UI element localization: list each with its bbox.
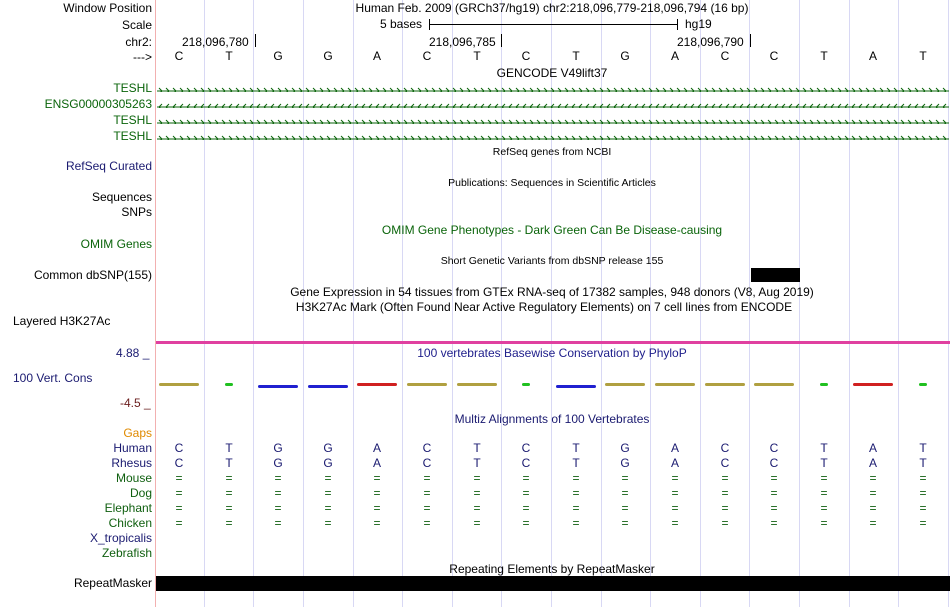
publications-track-title[interactable]: Publications: Sequences in Scientific Articles (448, 177, 656, 189)
snps-track-label[interactable]: SNPs (121, 205, 152, 219)
aligned-base: = (770, 501, 778, 515)
aligned-base: T (919, 456, 927, 470)
aligned-base: = (671, 486, 679, 500)
h3k27ac-signal-line (156, 341, 950, 344)
phylop-axis-max: 4.88 _ (116, 346, 150, 360)
phylop-score-bar (225, 383, 233, 386)
sequence-base: T (919, 49, 927, 63)
aligned-base: = (274, 501, 282, 515)
aligned-base: = (869, 486, 877, 500)
sequence-base: G (273, 49, 283, 63)
aligned-base: = (373, 486, 381, 500)
aligned-base: = (919, 501, 927, 515)
aligned-base: C (769, 441, 779, 455)
gtex-track-title[interactable]: Gene Expression in 54 tissues from GTEx RNA-seq of 17382 samples, 948 donors (V8, Aug 2019) (290, 285, 814, 299)
phylop-score-bar (407, 383, 447, 386)
aligned-base: = (770, 486, 778, 500)
aligned-base: = (324, 471, 332, 485)
aligned-base: C (720, 441, 730, 455)
multiz-track-title[interactable]: Multiz Alignments of 100 Vertebrates (454, 412, 650, 426)
aligned-base: = (423, 486, 431, 500)
aligned-base: C (422, 441, 432, 455)
aligned-base: = (473, 501, 481, 515)
aligned-base: C (521, 456, 531, 470)
gencode-gene-label[interactable]: TESHL (113, 81, 152, 95)
aligned-base: = (572, 501, 580, 515)
aligned-base: = (820, 516, 828, 530)
species-label[interactable]: Mouse (115, 471, 152, 485)
species-label[interactable]: Human (113, 441, 152, 455)
gaps-label: Gaps (123, 426, 152, 440)
sequence-base: A (868, 49, 877, 63)
aligned-base: = (423, 471, 431, 485)
omim-track-label[interactable]: OMIM Genes (80, 237, 152, 251)
phylop-score-bar (820, 383, 828, 386)
aligned-base: G (323, 456, 333, 470)
sequence-base: T (473, 49, 481, 63)
aligned-base: = (324, 516, 332, 530)
aligned-base: T (572, 456, 580, 470)
aligned-base: G (620, 441, 630, 455)
aligned-base: A (868, 456, 877, 470)
species-label[interactable]: Rhesus (111, 456, 152, 470)
aligned-base: = (423, 501, 431, 515)
gencode-gene-feature[interactable] (157, 100, 949, 108)
aligned-base: = (671, 516, 679, 530)
aligned-base: T (572, 441, 580, 455)
h3k27ac-track-label[interactable]: Layered H3K27Ac (13, 314, 111, 328)
aligned-base: = (522, 501, 530, 515)
chrom-label: chr2: (125, 35, 152, 49)
coord-tick (750, 34, 751, 47)
window-position-value: Human Feb. 2009 (GRCh37/hg19) chr2:218,096,779-218,096,794 (16 bp) (355, 1, 749, 15)
phylop-score-bar (853, 383, 893, 386)
aligned-base: = (770, 516, 778, 530)
aligned-base: = (919, 471, 927, 485)
coord-tick-label: 218,096,780 (182, 35, 249, 49)
aligned-base: T (820, 456, 828, 470)
aligned-base: = (820, 486, 828, 500)
aligned-base: = (373, 501, 381, 515)
species-label[interactable]: X_tropicalis (89, 531, 152, 545)
aligned-base: = (274, 471, 282, 485)
species-label[interactable]: Chicken (108, 516, 152, 530)
aligned-base: A (372, 441, 381, 455)
phylop-axis-min: -4.5 _ (120, 396, 151, 410)
phylop-score-bar (258, 385, 298, 388)
phylop-score-bar (919, 383, 927, 386)
phylop-score-bar (605, 383, 645, 386)
sequence-base: A (372, 49, 381, 63)
aligned-base: G (273, 441, 283, 455)
aligned-base: A (372, 456, 381, 470)
phylop-score-bar (357, 383, 397, 386)
aligned-base: = (473, 516, 481, 530)
aligned-base: T (225, 456, 233, 470)
scale-bar-right-tick (677, 19, 678, 30)
aligned-base: G (620, 456, 630, 470)
sequence-base: T (820, 49, 828, 63)
aligned-base: T (919, 441, 927, 455)
aligned-base: = (175, 501, 183, 515)
aligned-base: = (621, 516, 629, 530)
aligned-base: = (671, 471, 679, 485)
aligned-base: = (225, 471, 233, 485)
aligned-base: = (621, 471, 629, 485)
aligned-base: = (869, 501, 877, 515)
aligned-base: = (373, 471, 381, 485)
aligned-base: = (324, 486, 332, 500)
phylop-score-bar (308, 385, 348, 388)
gencode-gene-label[interactable]: TESHL (113, 113, 152, 127)
aligned-base: = (225, 501, 233, 515)
aligned-base: = (572, 516, 580, 530)
aligned-base: = (225, 516, 233, 530)
aligned-base: = (274, 486, 282, 500)
aligned-base: = (572, 486, 580, 500)
aligned-base: C (769, 456, 779, 470)
sequence-base: C (174, 49, 184, 63)
aligned-base: = (721, 501, 729, 515)
sequence-base: C (521, 49, 531, 63)
coord-tick-label: 218,096,785 (429, 35, 496, 49)
gencode-gene-label[interactable]: TESHL (113, 129, 152, 143)
aligned-base: = (522, 471, 530, 485)
scale-bar (429, 24, 678, 25)
aligned-base: = (869, 471, 877, 485)
aligned-base: A (670, 456, 679, 470)
window-position-label: Window Position (63, 1, 152, 15)
repeatmasker-track-label[interactable]: RepeatMasker (73, 576, 152, 590)
scale-bar-left-tick (429, 19, 430, 30)
aligned-base: = (473, 471, 481, 485)
gencode-gene-feature[interactable] (157, 84, 949, 92)
dbsnp-variant-feature[interactable] (751, 268, 800, 282)
phylop-track-label[interactable]: 100 Vert. Cons (13, 371, 93, 385)
aligned-base: C (174, 441, 184, 455)
sequence-base: C (422, 49, 432, 63)
aligned-base: = (225, 486, 233, 500)
refseq-track-label[interactable]: RefSeq Curated (65, 159, 152, 173)
aligned-base: = (274, 516, 282, 530)
aligned-base: = (919, 486, 927, 500)
aligned-base: = (919, 516, 927, 530)
species-label[interactable]: Dog (129, 486, 152, 500)
h3k27ac-track-title[interactable]: H3K27Ac Mark (Often Found Near Active Regulatory Elements) on 7 cell lines from ENCODE (295, 300, 793, 314)
aligned-base: T (473, 441, 481, 455)
gencode-track-title[interactable]: GENCODE V49lift37 (496, 66, 608, 80)
dbsnp-track-title[interactable]: Short Genetic Variants from dbSNP release 155 (440, 255, 664, 267)
sequence-base: G (620, 49, 630, 63)
sequence-base: C (769, 49, 779, 63)
sequence-base: A (670, 49, 679, 63)
aligned-base: = (522, 516, 530, 530)
aligned-base: = (373, 516, 381, 530)
aligned-base: = (820, 501, 828, 515)
aligned-base: T (820, 441, 828, 455)
aligned-base: C (422, 456, 432, 470)
phylop-score-bar (556, 385, 596, 388)
aligned-base: = (869, 516, 877, 530)
aligned-base: = (473, 486, 481, 500)
label-divider (155, 0, 156, 607)
refseq-track-title[interactable]: RefSeq genes from NCBI (492, 146, 612, 158)
aligned-base: = (175, 486, 183, 500)
aligned-base: = (621, 486, 629, 500)
coord-tick (501, 34, 502, 47)
phylop-score-bar (754, 383, 794, 386)
strand-label: ---> (133, 50, 152, 64)
aligned-base: = (671, 501, 679, 515)
phylop-score-bar (457, 383, 497, 386)
gencode-gene-feature[interactable] (157, 116, 949, 124)
aligned-base: = (770, 471, 778, 485)
phylop-track-title[interactable]: 100 vertebrates Basewise Conservation by PhyloP (417, 346, 687, 360)
aligned-base: G (323, 441, 333, 455)
scale-label: Scale (121, 18, 152, 32)
aligned-base: C (174, 456, 184, 470)
aligned-base: = (721, 471, 729, 485)
sequences-track-label[interactable]: Sequences (91, 190, 152, 204)
aligned-base: = (175, 471, 183, 485)
aligned-base: = (820, 471, 828, 485)
coord-tick (255, 34, 256, 47)
aligned-base: = (522, 486, 530, 500)
sequence-base: T (225, 49, 233, 63)
phylop-score-bar (522, 383, 530, 386)
species-label[interactable]: Zebrafish (101, 546, 152, 560)
dbsnp-track-label[interactable]: Common dbSNP(155) (33, 268, 152, 282)
aligned-base: A (670, 441, 679, 455)
aligned-base: = (721, 486, 729, 500)
gencode-gene-feature[interactable] (157, 132, 949, 140)
aligned-base: = (423, 516, 431, 530)
aligned-base: = (721, 516, 729, 530)
phylop-score-bar (705, 383, 745, 386)
species-label[interactable]: Elephant (104, 501, 152, 515)
aligned-base: G (273, 456, 283, 470)
coord-tick-label: 218,096,790 (677, 35, 744, 49)
phylop-score-bar (159, 383, 199, 386)
aligned-base: C (720, 456, 730, 470)
aligned-base: C (521, 441, 531, 455)
gencode-gene-label[interactable]: ENSG00000305263 (44, 97, 152, 111)
aligned-base: = (324, 501, 332, 515)
repeatmasker-track-title[interactable]: Repeating Elements by RepeatMasker (449, 562, 655, 576)
sequence-base: T (572, 49, 580, 63)
aligned-base: T (225, 441, 233, 455)
aligned-base: = (175, 516, 183, 530)
sequence-base: C (720, 49, 730, 63)
omim-track-title[interactable]: OMIM Gene Phenotypes - Dark Green Can Be Disease-causing (381, 223, 723, 237)
scale-assembly: hg19 (685, 17, 712, 31)
sequence-base: G (323, 49, 333, 63)
aligned-base: A (868, 441, 877, 455)
aligned-base: T (473, 456, 481, 470)
scale-text: 5 bases (380, 17, 423, 31)
aligned-base: = (621, 501, 629, 515)
phylop-score-bar (655, 383, 695, 386)
aligned-base: = (572, 471, 580, 485)
repeatmasker-element[interactable] (156, 576, 950, 591)
